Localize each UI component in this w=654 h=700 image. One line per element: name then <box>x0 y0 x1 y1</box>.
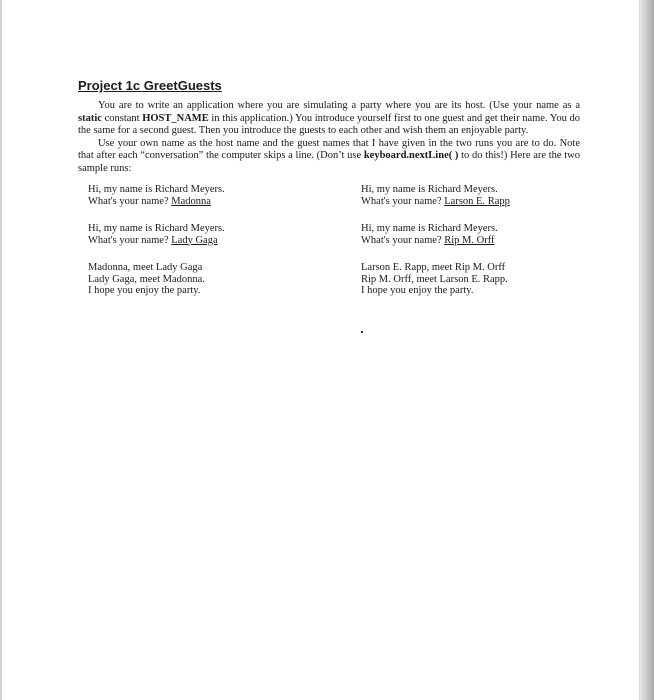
conversation-2 <box>361 223 510 246</box>
document-page <box>78 78 580 344</box>
farewell-line: I hope you enjoy the party. <box>88 285 201 296</box>
name-prompt-line <box>88 196 225 208</box>
greeting-line: Hi, my name is Richard Meyers. <box>88 223 225 234</box>
intro-line: Larson E. Rapp, meet Rip M. Orff <box>361 262 506 273</box>
greeting-line: Hi, my name is Richard Meyers. <box>88 184 225 195</box>
conversation-1 <box>361 184 510 207</box>
name-prompt-line <box>361 235 510 247</box>
name-prompt-line <box>88 235 225 247</box>
guest-name-input: Lady Gaga <box>171 234 218 246</box>
name-prompt: What's your name? <box>361 195 445 207</box>
keyword-static: static <box>78 112 102 124</box>
paragraph-text: You are to write an application where you are simulating a party where you are its host. (Use your name as a <box>98 100 580 111</box>
guest-name-input: Rip M. Orff <box>444 234 495 246</box>
name-prompt-line <box>361 196 510 208</box>
paragraph-text: Use your own name as the host name and the guest names that I have given in the two runs you are to do. Note that after each “conversation” the computer skips a line. (Don’t use <box>78 137 580 161</box>
instructions-paragraph-2 <box>78 138 580 176</box>
name-prompt: What's your name? <box>88 195 172 207</box>
instructions-paragraph-1 <box>78 100 580 138</box>
keyword-host-name: HOST_NAME <box>142 112 209 124</box>
name-prompt: What's your name? <box>88 234 172 246</box>
paragraph-text: to do this!) Here are the two sample runs: <box>78 150 581 174</box>
conversation-1 <box>88 184 225 207</box>
page-title: Project 1c GreetGuests <box>78 78 222 93</box>
intro-line: Rip M. Orff, meet Larson E. Rapp. <box>361 273 508 285</box>
name-prompt: What's your name? <box>361 234 445 246</box>
introductions <box>88 262 225 297</box>
introductions <box>361 262 510 297</box>
guest-name-input: Larson E. Rapp <box>444 195 510 207</box>
page-left-edge <box>0 0 2 700</box>
greeting-line: Hi, my name is Richard Meyers. <box>361 184 498 195</box>
stray-mark <box>361 331 363 333</box>
guest-name-input: Madonna <box>171 195 211 207</box>
paragraph-text: constant <box>101 112 143 124</box>
keyword-nextline: keyboard.nextLine( ) <box>363 150 459 161</box>
page-shadow <box>640 0 654 700</box>
sample-run-1 <box>88 184 225 313</box>
intro-line: Madonna, meet Lady Gaga <box>88 262 203 273</box>
conversation-2 <box>88 223 225 246</box>
sample-runs <box>78 184 580 344</box>
intro-line: Lady Gaga, meet Madonna. <box>88 273 205 285</box>
farewell-line: I hope you enjoy the party. <box>361 285 474 296</box>
greeting-line: Hi, my name is Richard Meyers. <box>361 223 498 234</box>
sample-run-2 <box>361 184 510 313</box>
paragraph-text: in this application.) You introduce yourself first to one guest and get their name. You do the same for a second guest. Then you introduce the guests to each other and wish them an enjoyable party. <box>78 112 581 136</box>
